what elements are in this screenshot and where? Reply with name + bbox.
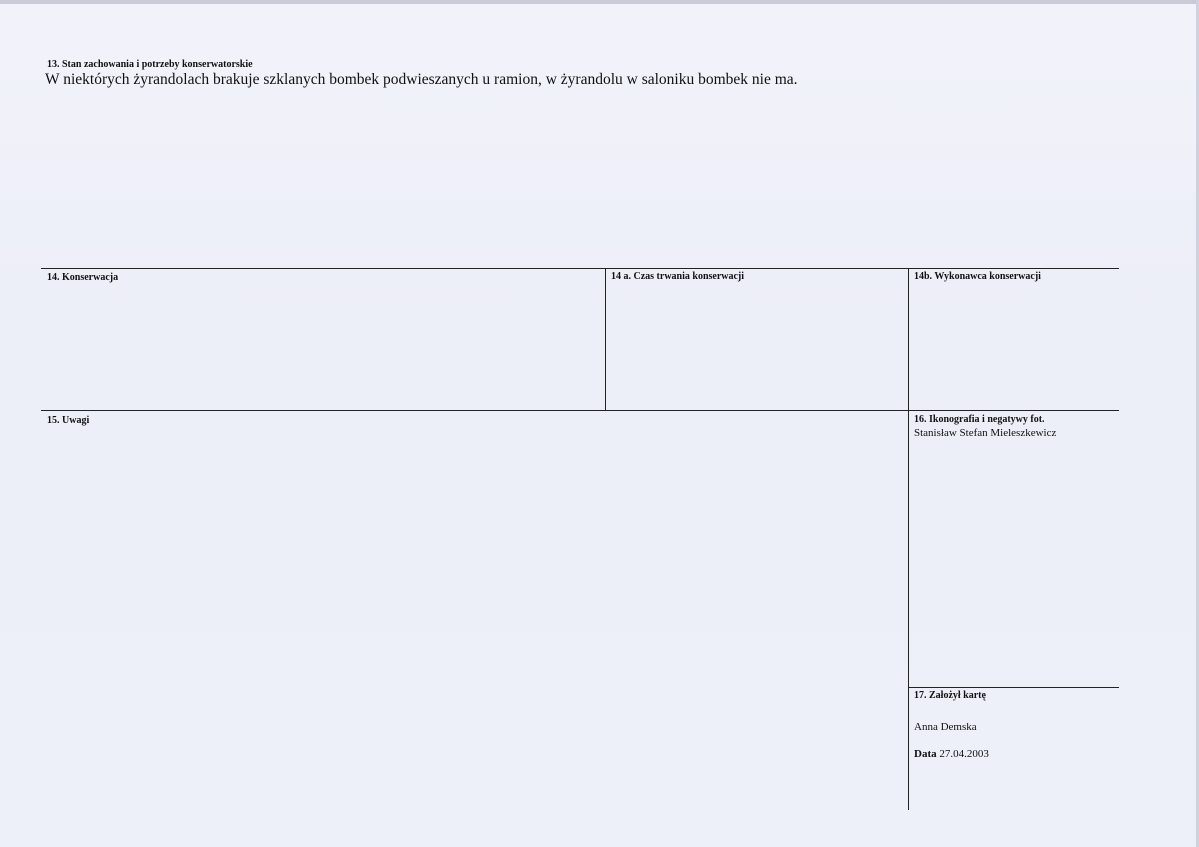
section-16-value: Stanisław Stefan Mieleszkewicz <box>914 427 1057 439</box>
section-17-author: Anna Demska <box>914 721 977 733</box>
section-16-title: 16. Ikonografia i negatywy fot. <box>914 414 1045 425</box>
section-14b-title: 14b. Wykonawca konserwacji <box>914 271 1041 282</box>
divider-right-column <box>908 268 909 810</box>
scan-top-edge <box>0 0 1199 4</box>
date-label: Data <box>914 748 937 760</box>
section-13-title: 13. Stan zachowania i potrzeby konserwatorskie <box>47 59 253 70</box>
divider-14-14a <box>605 268 606 411</box>
section-17-date <box>914 748 989 760</box>
date-value: 27.04.2003 <box>939 748 989 760</box>
row-15-top-border <box>41 410 1119 411</box>
row-17-top-border <box>908 687 1119 688</box>
section-13-text: W niektórych żyrandolach brakuje szklanych bombek podwieszanych u ramion, w żyrandolu w saloniku bombek nie ma. <box>45 71 798 88</box>
row-14-top-border <box>41 268 1119 269</box>
section-17-title: 17. Założył kartę <box>914 690 986 701</box>
section-14a-title: 14 a. Czas trwania konserwacji <box>611 271 745 282</box>
section-15-title: 15. Uwagi <box>47 415 90 426</box>
section-14-title: 14. Konserwacja <box>47 272 119 283</box>
